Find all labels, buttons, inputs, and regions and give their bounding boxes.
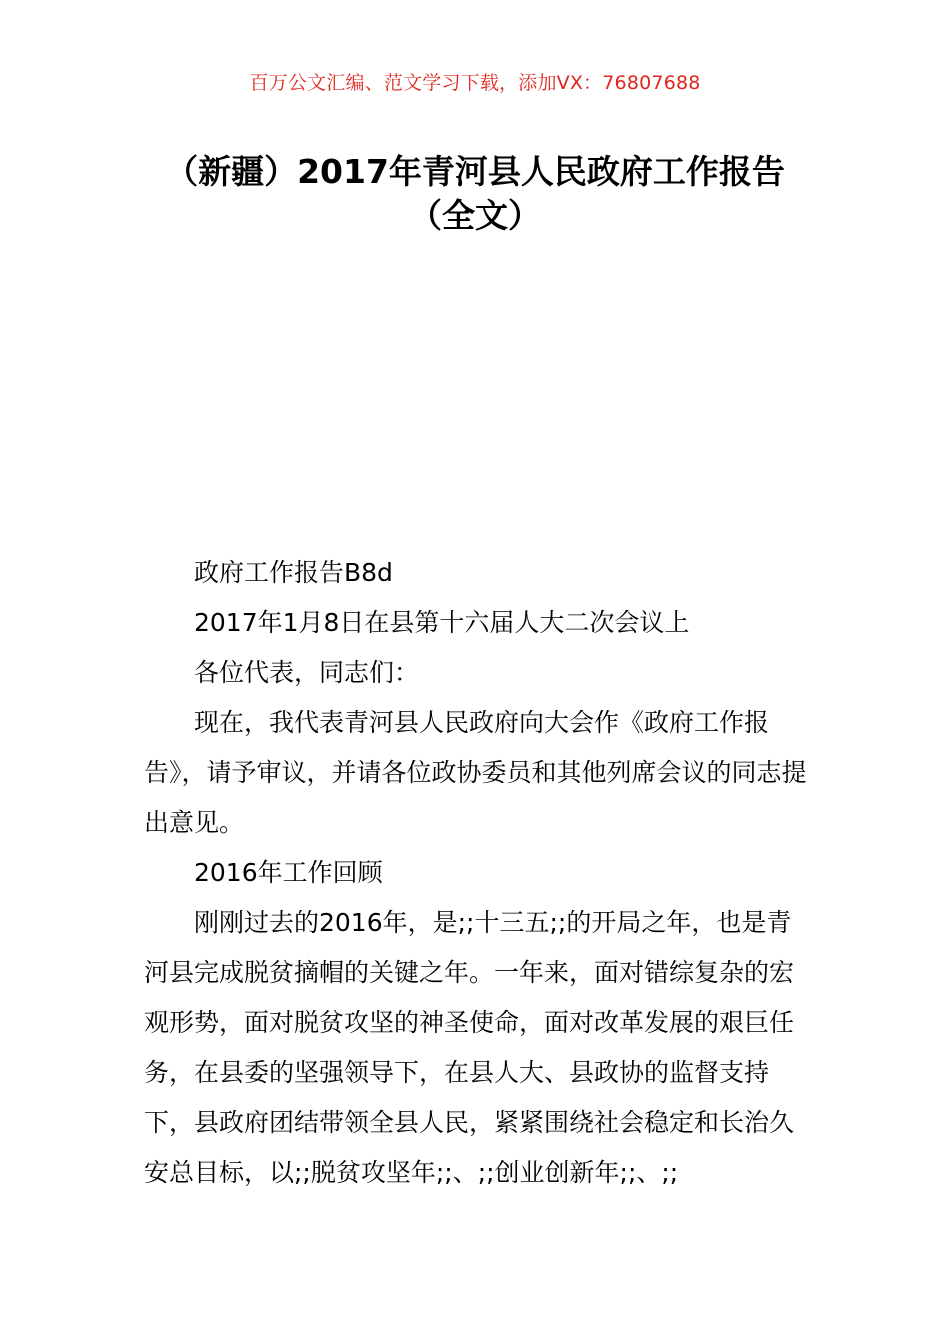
section-heading-review: 2016年工作回顾 (194, 858, 383, 887)
paragraph-report-code: 政府工作报告B8d (194, 558, 393, 587)
title-line-1: （新疆）2017年青河县人民政府工作报告 (165, 152, 785, 191)
paragraph-review: 刚刚过去的2016年，是;;十三五;;的开局之年，也是青河县完成脱贫摘帽的关键之年。一年来，面对错综复杂的宏观形势，面对脱贫攻坚的神圣使命，面对改革发展的艰巨任务，在县委的坚强领导下，在县人大、县政协的监督支持下，县政府团结带领全县人民，紧紧围绕社会稳定和长治久安总目标，以;;脱贫攻坚年;;、;;创业创新年;;、;; (144, 908, 795, 1187)
document-body (144, 548, 808, 1198)
paragraph-salutation: 各位代表，同志们： (194, 658, 420, 687)
document-title (95, 150, 855, 238)
paragraph-meeting-date: 2017年1月8日在县第十六届人大二次会议上 (194, 608, 690, 637)
title-line-2: （全文） (409, 196, 541, 235)
paragraph-intro: 现在，我代表青河县人民政府向大会作《政府工作报告》，请予审议，并请各位政协委员和其他列席会议的同志提出意见。 (144, 708, 807, 837)
header-note: 百万公文汇编、范文学习下载，添加VX：76807688 (249, 72, 701, 94)
